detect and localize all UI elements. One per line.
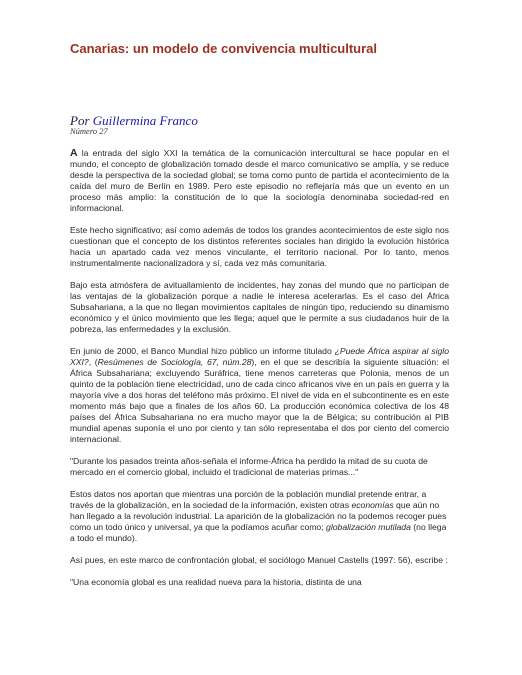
paragraph-1 — [70, 148, 449, 214]
emphasis-globalizacion-mutilada: globalización mutilada — [326, 522, 411, 532]
author-link[interactable]: Guillermina Franco — [92, 113, 198, 128]
issue-number: Número 27 — [70, 126, 108, 136]
paragraph-4-text-a: En junio de 2000, el Banco Mundial hizo público un informe titulado — [70, 346, 335, 356]
paragraph-6 — [70, 489, 449, 544]
byline-prefix: Por — [70, 113, 90, 128]
paragraph-6-text-a: Estos datos nos aportan que mientras una porción de la población mundial pretende entrar, a través de la globalización, en la sociedad de la información, existen otras — [70, 489, 427, 510]
paragraph-4 — [70, 346, 449, 445]
paragraph-5-quote: "Durante los pasados treinta años-señala el informe-África ha perdido la mitad de su cuota de mercado en el comercio global, incluido el tradicional de materias primas..." — [70, 456, 428, 477]
paragraph-8-quote: "Una economía global es una realidad nueva para la historia, distinta de una — [70, 577, 362, 587]
paragraph-4-text-c: , ( — [88, 357, 98, 367]
emphasis-economias: economías — [351, 500, 394, 510]
report-title: ¿Puede África aspirar al siglo XXI? — [70, 346, 449, 367]
paragraph-1-text: la entrada del siglo XXI la temática de la comunicación intercultural se hace popular en el mundo, el concepto de globalización tomado desde el marco comunicativo se amplía, y se reduce desde la perspectiva de la sociedad global; se toma como punto de partida el acontecimiento de la caída del muro de Berlín en 1989. Pero este episodio no reflejaría más que un evento en un proceso más amplio: la constitución de lo que la sociología denominaba sociedad-red en informacional. — [70, 148, 449, 213]
paragraph-4-text-e: ), en el que se describía la siguiente situación: el África Subsahariana; excluyendo Suráfrica, tiene menos carreteras que Polonia, menos de un quinto de la población tiene electricidad, uno de cada cinco africanos vive en un país en guerra y la mayoría vive a dos horas del teléfono más próximo. El nivel de vida en el subcontinente es en este momento más bajo que a finales de los años 60. La producción económica colectiva de los 48 países del África Subsahariana no era mucho mayor que la de Bélgica; su contribución al PIB mundial apenas suponía el uno por ciento y tan sólo representaba el dos por ciento del comercio internacional. — [70, 357, 449, 444]
paragraph-6-text-e: (no llega a todo el mundo). — [70, 522, 447, 543]
article-body — [70, 148, 449, 599]
article-title: Canarias: un modelo de convivencia multicultural — [70, 41, 378, 56]
paragraph-2: Este hecho significativo; así como además de todos los grandes acontecimientos de este siglo nos cuestionan que el concepto de los distintos referentes sociales han dirigido la evolución histórica hacia un apartado cada vez menos vinculante, el territorio nacional. Por lo tanto, menos instrumentalmente nacionalizadora y sí, cada vez más comunitaria. — [70, 225, 449, 268]
paragraph-7: Así pues, en este marco de confrontación global, el sociólogo Manuel Castells (1997: 56), escribe : — [70, 555, 448, 565]
drop-cap: A — [70, 147, 78, 159]
paragraph-6-text-c: que aún no han llegado a la revolución industrial. La aparición de la globalización no la podemos recoger pues como un todo único y universal, ya que la podíamos acuñar como; — [70, 500, 447, 532]
paragraph-3: Bajo esta atmósfera de avituallamiento de incidentes, hay zonas del mundo que no participan de las ventajas de la globalización porque a nadie le interesa acelerarlas. Es el caso del África Subsahariana, a la que no llegan movimientos capitales de ningún tipo, reduciendo su dinamismo económico y el único movimiento que les llega; aquel que le permite a sus ciudadanos huir de la pobreza, las enfermedades y la exclusión. — [70, 280, 449, 334]
citation-source: Resúmenes de Sociología, 67, núm.28 — [97, 357, 252, 367]
